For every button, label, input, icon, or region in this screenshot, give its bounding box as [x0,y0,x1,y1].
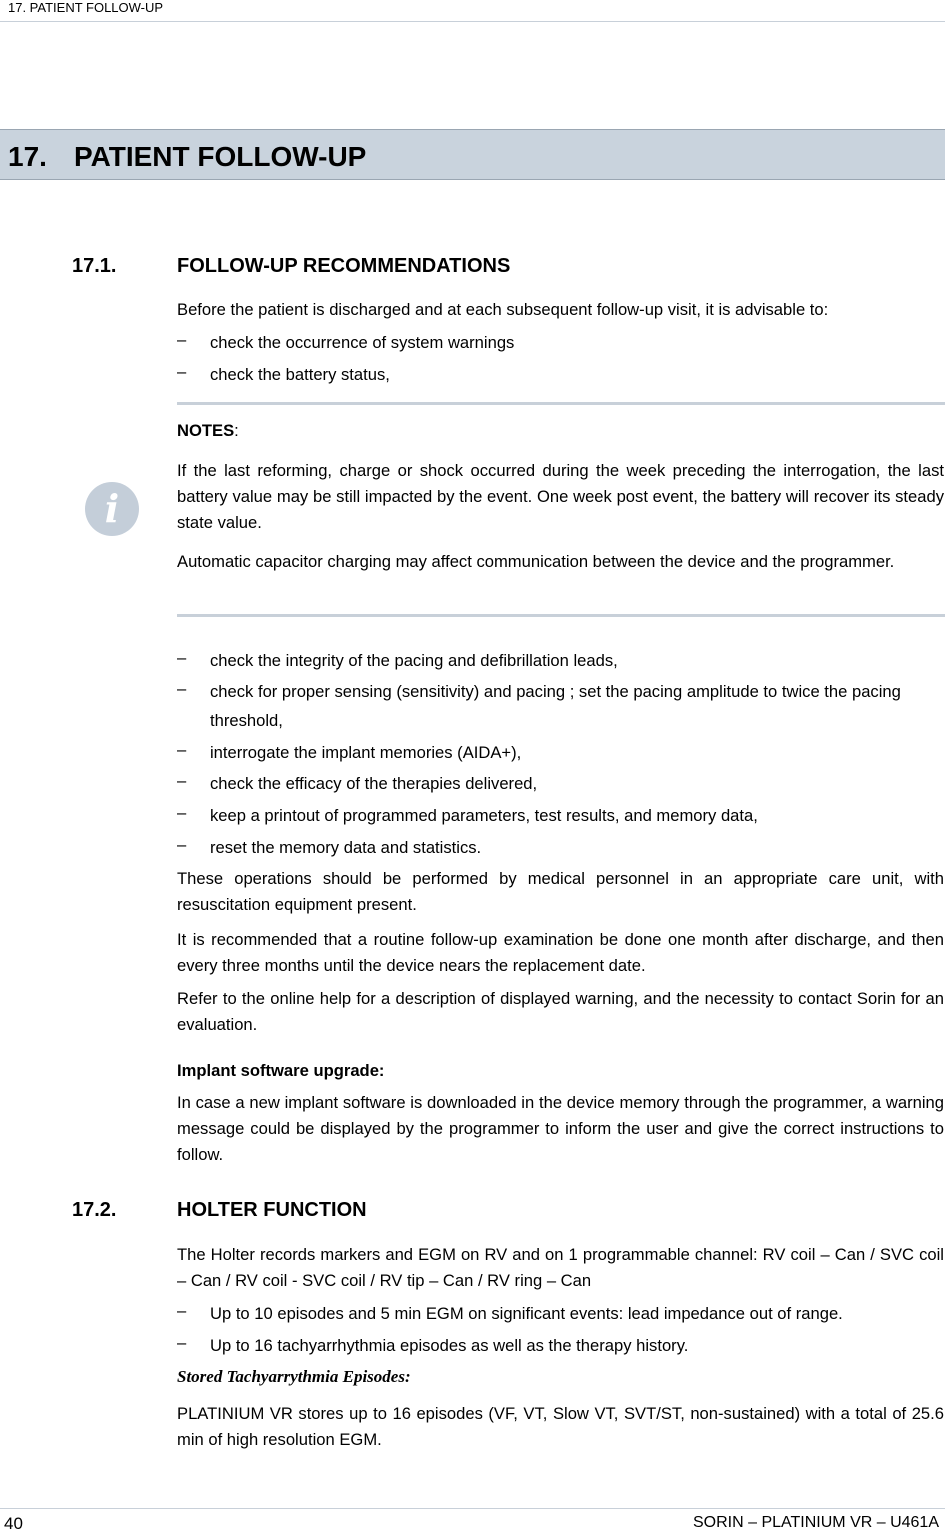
bullet-dash: – [177,648,187,667]
body-paragraph: In case a new implant software is downloaded in the device memory through the programmer, a warning message could be displayed by the programmer to inform the user and give the correct instructions to follow. [177,1093,944,1164]
list-item-text: check the occurrence of system warnings [210,333,515,352]
bullet-dash: – [177,362,187,381]
bullet-dash: – [177,1301,187,1320]
body-paragraph: These operations should be performed by medical personnel in an appropriate care unit, with resuscitation equipment present. [177,869,944,914]
intro-paragraph: Before the patient is discharged and at each subsequent follow-up visit, it is advisable to: [177,300,829,319]
list-item-text: check the battery status, [210,365,390,384]
note-label-text: NOTES [177,421,235,440]
section-number: 17.2. [72,1199,117,1221]
running-header: 17. PATIENT FOLLOW-UP [0,0,945,22]
section-number: 17.1. [72,255,117,277]
note-paragraph: If the last reforming, charge or shock occurred during the week preceding the interrogation, the last battery value may be still impacted by the event. One week post event, the battery will recover its steady state value. [177,461,944,532]
section-title: FOLLOW-UP RECOMMENDATIONS [177,255,511,277]
bullet-dash: – [177,1333,187,1352]
body-paragraph: It is recommended that a routine follow-up examination be done one month after discharge, and then every three months until the device nears the replacement date. [177,930,944,975]
bullet-dash: – [177,740,187,759]
page-number: 40 [4,1514,23,1533]
chapter-title: PATIENT FOLLOW-UP [74,141,367,172]
chapter-number: 17. [8,141,47,172]
list-item-text: reset the memory data and statistics. [210,838,482,857]
upgrade-heading: Implant software upgrade: [177,1061,385,1080]
chapter-heading [0,129,945,180]
list-item-text: check for proper sensing (sensitivity) and pacing ; set the pacing amplitude to twice the pacing threshold, [210,682,901,730]
list-item-text: Up to 16 tachyarrhythmia episodes as well as the therapy history. [210,1336,689,1355]
note-top-rule [177,402,945,405]
section-title: HOLTER FUNCTION [177,1199,367,1221]
note-label: NOTES: [177,421,239,440]
bullet-dash: – [177,679,187,698]
list-item-text: keep a printout of programmed parameters, test results, and memory data, [210,806,758,825]
body-paragraph: Refer to the online help for a description of displayed warning, and the necessity to contact Sorin for an evaluation. [177,989,944,1034]
footer-rule [0,1508,945,1509]
subheading: Stored Tachyarrythmia Episodes: [177,1367,411,1386]
footer-document-id: SORIN – PLATINIUM VR – U461A [693,1514,939,1531]
note-paragraph: Automatic capacitor charging may affect communication between the device and the programmer. [177,552,895,571]
list-item-text: check the efficacy of the therapies delivered, [210,774,538,793]
bullet-dash: – [177,330,187,349]
list-item-text: check the integrity of the pacing and defibrillation leads, [210,651,618,670]
list-item-text: Up to 10 episodes and 5 min EGM on significant events: lead impedance out of range. [210,1304,843,1323]
list-item-text: interrogate the implant memories (AIDA+), [210,743,522,762]
note-bottom-rule [177,614,945,617]
intro-paragraph: The Holter records markers and EGM on RV and on 1 programmable channel: RV coil – Can / SVC coil – Can / RV coil - SVC coil / RV tip – Can / RV ring – Can [177,1245,944,1290]
bullet-dash: – [177,771,187,790]
body-paragraph: PLATINIUM VR stores up to 16 episodes (VF, VT, Slow VT, SVT/ST, non-sustained) with a total of 25.6 min of high resolution EGM. [177,1404,944,1449]
bullet-dash: – [177,835,187,854]
info-icon: i [85,482,139,536]
bullet-dash: – [177,803,187,822]
